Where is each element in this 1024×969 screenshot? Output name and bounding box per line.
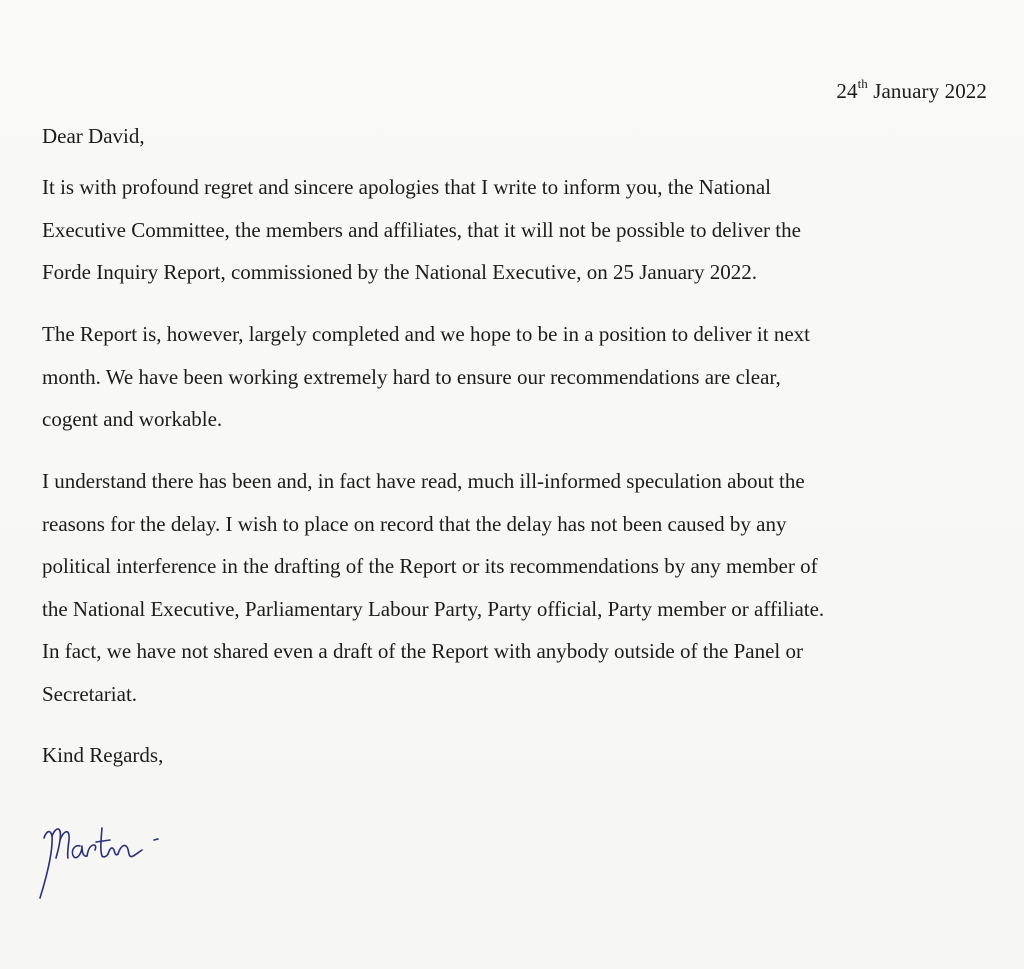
- paragraph-1: [42, 166, 992, 294]
- paragraph-3: [42, 460, 992, 715]
- letter-date: [836, 78, 987, 104]
- date-month-year: January 2022: [867, 79, 987, 103]
- closing: Kind Regards,: [42, 743, 164, 767]
- handwritten-signature: [30, 810, 170, 910]
- paragraph-line: Forde Inquiry Report, commissioned by the National Executive, on 25 January 2022.: [42, 260, 758, 284]
- paragraph-line: It is with profound regret and sincere apologies that I write to inform you, the National: [42, 175, 771, 199]
- paragraph-line: reasons for the delay. I wish to place on record that the delay has not been caused by any: [42, 511, 787, 536]
- paragraph-line: the National Executive, Parliamentary Labour Party, Party official, Party member or affiliate.: [42, 596, 825, 621]
- paragraph-line: In fact, we have not shared even a draft of the Report with anybody outside of the Panel or: [42, 639, 804, 663]
- paragraph-line: month. We have been working extremely hard to ensure our recommendations are clear,: [42, 364, 781, 389]
- paragraph-line: political interference in the drafting of the Report or its recommendations by any member of: [42, 554, 818, 578]
- salutation: Dear David,: [42, 124, 145, 148]
- date-day: 24: [836, 79, 858, 103]
- date-suffix: th: [857, 76, 868, 91]
- paragraph-line: The Report is, however, largely completed and we hope to be in a position to deliver it next: [42, 322, 810, 346]
- paragraph-line: cogent and workable.: [42, 407, 223, 431]
- paragraph-line: I understand there has been and, in fact have read, much ill-informed speculation about the: [42, 469, 805, 493]
- paragraph-2: [42, 313, 992, 441]
- paragraph-line: Executive Committee, the members and affiliates, that it will not be possible to deliver the: [42, 217, 801, 242]
- paragraph-line: Secretariat.: [42, 681, 138, 706]
